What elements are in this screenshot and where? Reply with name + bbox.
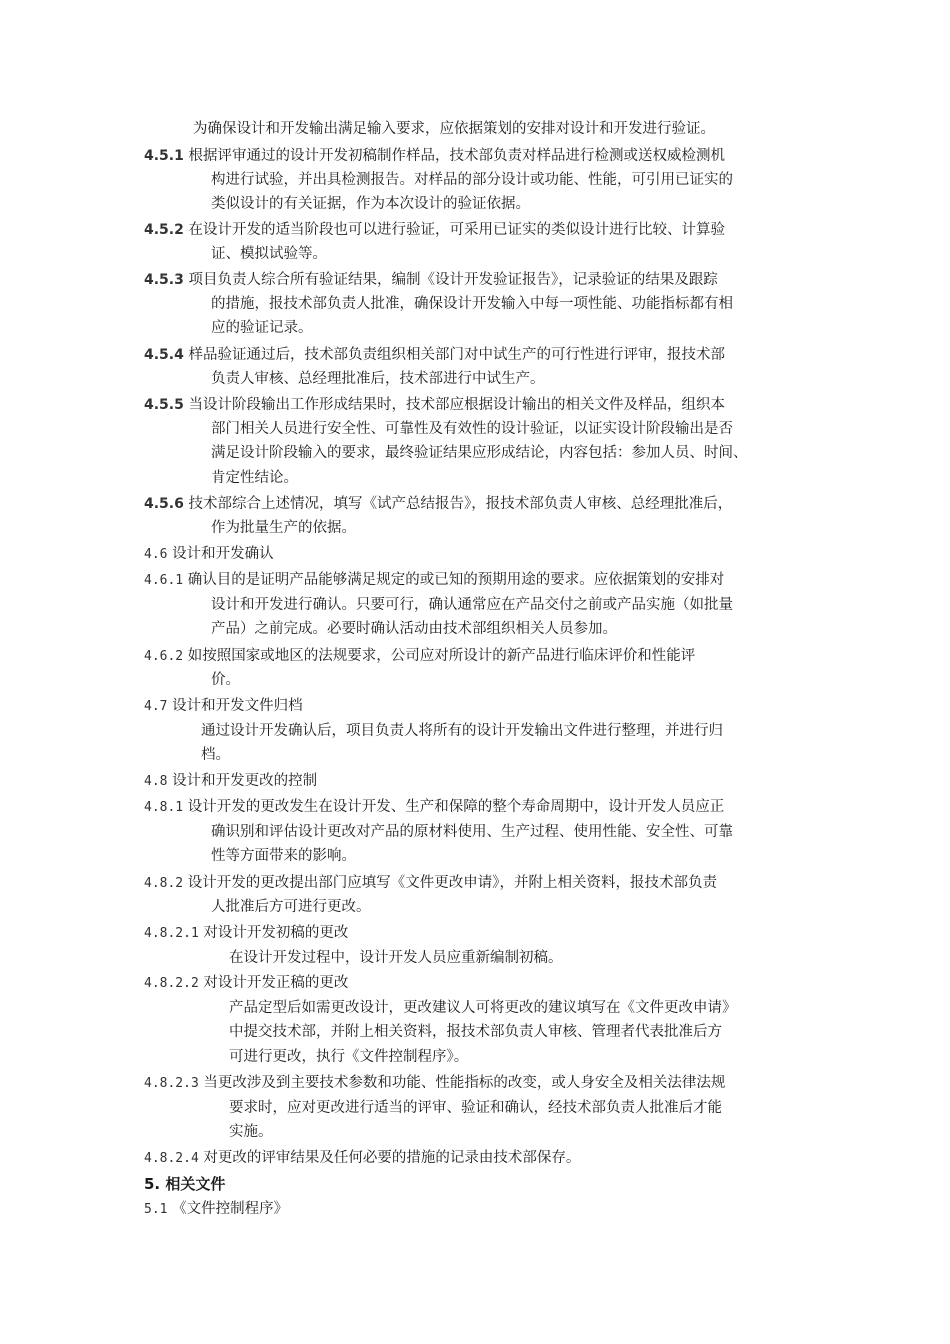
clause-4-8-2-2-heading <box>144 971 348 996</box>
clause-4-8-2-3-line-3 <box>229 1120 273 1144</box>
clause-number: 4.8.2.4 <box>144 1151 199 1166</box>
clause-text: 当设计阶段输出工作形成结果时，技术部应根据设计输出的相关文件及样品，组织本 <box>188 397 725 413</box>
paragraph-text: 为确保设计和开发输出满足输入要求，应依据策划的安排对设计和开发进行验证。 <box>193 121 715 137</box>
clause-4-5-2-line-2 <box>211 242 327 266</box>
clause-text: 满足设计阶段输入的要求，最终验证结果应形成结论，内容包括：参加人员、时间、 <box>211 445 748 461</box>
clause-text: 在设计开发过程中，设计开发人员应重新编制初稿。 <box>229 950 563 966</box>
clause-number: 4.5.6 <box>144 496 184 512</box>
paragraph-intro-4-5 <box>193 117 715 141</box>
clause-4-6-1-line-3 <box>211 617 617 641</box>
section-title: 设计和开发更改的控制 <box>172 773 318 789</box>
document-reference: 《文件控制程序》 <box>172 1201 289 1217</box>
clause-4-5-5-line-2 <box>211 417 733 441</box>
clause-4-8-2-2-line-3 <box>229 1045 468 1069</box>
clause-text: 肯定性结论。 <box>211 470 298 486</box>
clause-4-5-4-line-1 <box>144 343 725 367</box>
clause-4-5-2-line-1 <box>144 218 725 242</box>
clause-4-5-3-line-3 <box>211 316 313 340</box>
clause-4-8-2-2-line-1 <box>229 996 737 1020</box>
clause-text: 根据评审通过的设计开发初稿制作样品，技术部负责对样品进行检测或送权威检测机 <box>188 148 725 164</box>
clause-text: 的措施，报技术部负责人批准，确保设计开发输入中每一项性能、功能指标都有相 <box>211 296 733 312</box>
clause-text: 样品验证通过后，技术部负责组织相关部门对中试生产的可行性进行评审，报技术部 <box>188 347 725 363</box>
clause-number: 4.6.2 <box>144 649 184 664</box>
clause-text: 部门相关人员进行安全性、可靠性及有效性的设计验证，以证实设计阶段输出是否 <box>211 421 733 437</box>
clause-4-5-6-line-2 <box>211 516 356 540</box>
clause-4-5-1-line-3 <box>211 192 530 216</box>
clause-text: 要求时，应对更改进行适当的评审、验证和确认，经技术部负责人批准后才能 <box>229 1100 722 1116</box>
clause-text: 设计开发的更改发生在设计开发、生产和保障的整个寿命周期中，设计开发人员应正 <box>187 799 725 815</box>
clause-4-5-1-line-1 <box>144 144 725 168</box>
clause-text: 负责人审核、总经理批准后，技术部进行中试生产。 <box>211 371 545 387</box>
clause-text: 类似设计的有关证据，作为本次设计的验证依据。 <box>211 196 530 212</box>
clause-number: 4.5.1 <box>144 148 184 164</box>
clause-number: 4.8.2 <box>144 876 184 891</box>
section-title: 设计和开发文件归档 <box>172 698 303 714</box>
clause-4-8-1-line-3 <box>211 844 356 868</box>
clause-4-5-3-line-2 <box>211 292 733 316</box>
clause-text: 项目负责人综合所有验证结果，编制《设计开发验证报告》，记录验证的结果及跟踪 <box>188 272 718 288</box>
clause-number: 4.8.1 <box>144 800 184 815</box>
clause-number: 4.8.2.2 <box>144 976 199 991</box>
section-4-8-heading <box>144 769 317 794</box>
section-4-7-line-1 <box>201 719 723 743</box>
clause-text: 作为批量生产的依据。 <box>211 520 356 536</box>
clause-text: 价。 <box>211 672 240 688</box>
clause-text: 在设计开发的适当阶段也可以进行验证，可采用已证实的类似设计进行比较、计算验 <box>188 222 725 238</box>
clause-4-5-3-line-1 <box>144 268 718 292</box>
clause-text: 性等方面带来的影响。 <box>211 848 356 864</box>
clause-4-6-1-line-2 <box>211 593 733 617</box>
clause-4-8-2-1-heading <box>144 921 348 946</box>
clause-4-5-5-line-4 <box>211 466 298 490</box>
section-4-7-line-2 <box>201 743 230 767</box>
clause-text: 设计开发的更改提出部门应填写《文件更改申请》，并附上相关资料，报技术部负责 <box>187 875 717 891</box>
clause-4-8-2-2-line-2 <box>229 1020 722 1044</box>
section-text: 通过设计开发确认后，项目负责人将所有的设计开发输出文件进行整理，并进行归 <box>201 723 723 739</box>
clause-4-8-2-1-line-1 <box>229 946 563 970</box>
clause-4-5-4-line-2 <box>211 367 545 391</box>
section-4-6-heading <box>144 542 274 567</box>
clause-title: 对设计开发初稿的更改 <box>203 925 349 941</box>
clause-4-6-1-line-1 <box>144 568 724 593</box>
clause-4-6-2-line-1 <box>144 644 695 669</box>
section-number: 4.6 <box>144 547 168 562</box>
section-5-heading <box>144 1172 225 1196</box>
clause-text: 确认目的是证明产品能够满足规定的或已知的预期用途的要求。应依据策划的安排对 <box>187 572 725 588</box>
clause-text: 构进行试验，并出具检测报告。对样品的部分设计或功能、性能，可引用已证实的 <box>211 172 733 188</box>
clause-4-8-2-3-line-1 <box>144 1071 725 1096</box>
clause-text: 实施。 <box>229 1124 273 1140</box>
clause-text: 应的验证记录。 <box>211 320 313 336</box>
clause-number: 4.8.2.1 <box>144 926 199 941</box>
section-4-7-heading <box>144 694 303 719</box>
clause-4-5-1-line-2 <box>211 168 733 192</box>
section-text: 档。 <box>201 747 230 763</box>
clause-number: 4.5.4 <box>144 347 184 363</box>
clause-4-8-2-line-2 <box>211 895 371 919</box>
clause-number: 4.8.2.3 <box>144 1076 199 1091</box>
clause-text: 证、模拟试验等。 <box>211 246 327 262</box>
clause-number: 4.6.1 <box>144 573 184 588</box>
section-5-1-line <box>144 1197 288 1222</box>
clause-text: 中提交技术部，并附上相关资料，报技术部负责人审核、管理者代表批准后方 <box>229 1024 722 1040</box>
clause-text: 对更改的评审结果及任何必要的措施的记录由技术部保存。 <box>203 1150 581 1166</box>
clause-number: 4.5.3 <box>144 272 184 288</box>
clause-number: 4.5.5 <box>144 397 184 413</box>
clause-text: 设计和开发进行确认。只要可行，确认通常应在产品交付之前或产品实施（如批量 <box>211 597 733 613</box>
section-number: 4.8 <box>144 774 168 789</box>
clause-text: 产品定型后如需更改设计，更改建议人可将更改的建议填写在《文件更改申请》 <box>229 1000 737 1016</box>
clause-text: 技术部综合上述情况，填写《试产总结报告》，报技术部负责人审核、总经理批准后， <box>188 496 733 512</box>
clause-4-5-5-line-3 <box>211 441 748 465</box>
section-number: 5. <box>144 1175 161 1193</box>
clause-4-8-1-line-2 <box>211 820 733 844</box>
clause-4-8-2-line-1 <box>144 871 717 896</box>
clause-text: 可进行更改，执行《文件控制程序》。 <box>229 1049 469 1065</box>
section-number: 5.1 <box>144 1202 168 1217</box>
section-title: 设计和开发确认 <box>172 546 274 562</box>
clause-number: 4.5.2 <box>144 222 184 238</box>
section-title: 相关文件 <box>165 1175 226 1193</box>
clause-text: 人批准后方可进行更改。 <box>211 899 371 915</box>
clause-4-8-2-4-line-1 <box>144 1146 580 1171</box>
clause-text: 确识别和评估设计更改对产品的原材料使用、生产过程、使用性能、安全性、可靠 <box>211 824 733 840</box>
clause-text: 当更改涉及到主要技术参数和功能、性能指标的改变，或人身安全及相关法律法规 <box>203 1075 726 1091</box>
clause-text: 产品）之前完成。必要时确认活动由技术部组织相关人员参加。 <box>211 621 617 637</box>
clause-4-5-5-line-1 <box>144 393 725 417</box>
clause-4-8-1-line-1 <box>144 795 724 820</box>
clause-4-5-6-line-1 <box>144 492 732 516</box>
section-number: 4.7 <box>144 699 168 714</box>
clause-4-8-2-3-line-2 <box>229 1096 722 1120</box>
clause-4-6-2-line-2 <box>211 668 240 692</box>
clause-title: 对设计开发正稿的更改 <box>203 975 349 991</box>
clause-text: 如按照国家或地区的法规要求，公司应对所设计的新产品进行临床评价和性能评 <box>187 648 696 664</box>
